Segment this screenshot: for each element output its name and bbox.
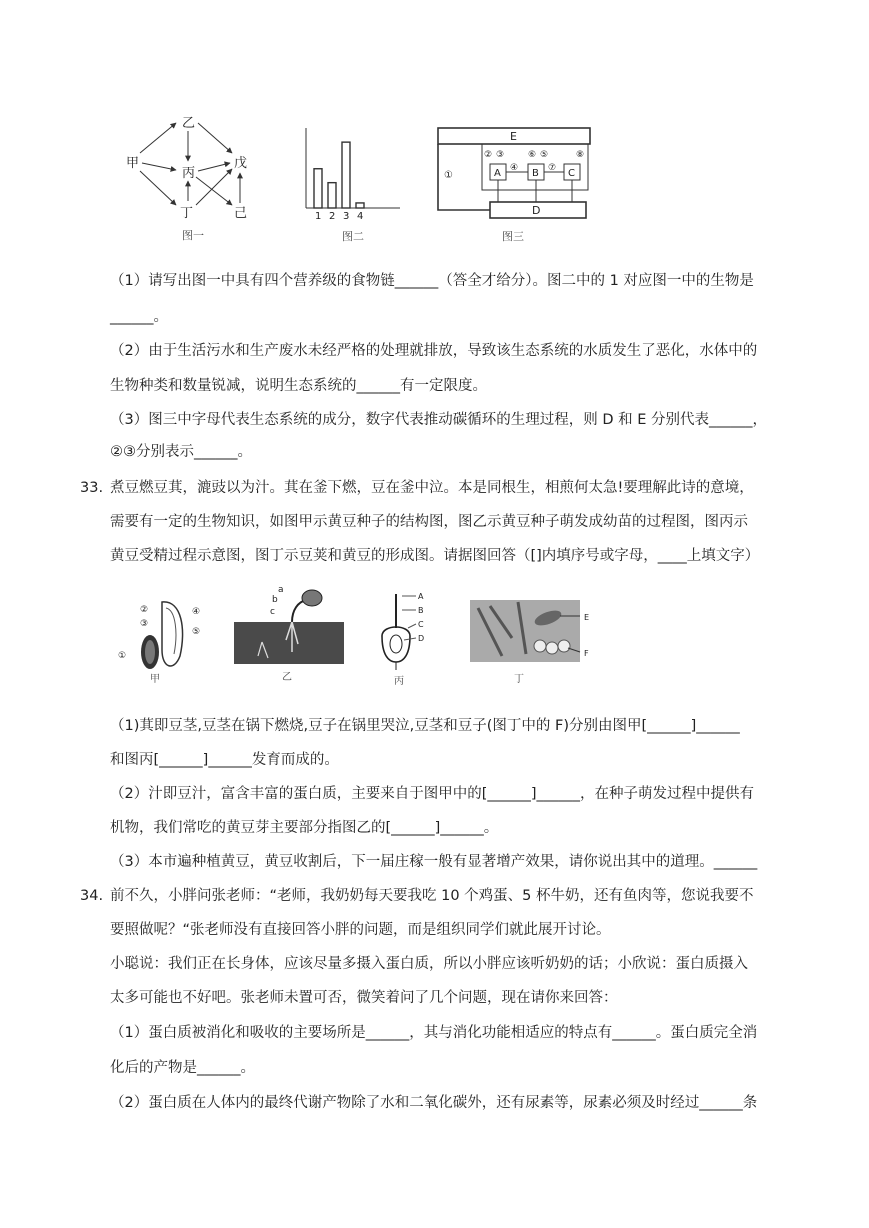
fig2-tick-4: 4 [357,211,364,222]
yi-caption: 乙 [282,672,292,683]
yi-label-c: c [270,607,275,617]
jia-label-5: ⑤ [192,627,201,637]
ding-label-F: F [584,649,589,658]
jia-label-2: ② [140,605,149,615]
figure-2-caption: 图二 [342,230,364,243]
node-wu: 戊 [234,156,248,171]
node-ji: 己 [234,206,248,221]
q34-s2-line1: （2）蛋白质在人体内的最终代谢产物除了水和二氧化碳外，还有尿素等，尿素必须及时经过______条 [110,1095,758,1111]
fig3-E: E [510,130,517,143]
node-bing: 丙 [182,166,196,181]
fig2-bar-2 [328,183,336,208]
figure-2-bar-chart [290,118,410,246]
fig3-A: A [494,168,501,179]
q33-s1-line2: 和图丙[______]______发育而成的。 [110,752,339,768]
q32-s1-line1: （1）请写出图一中具有四个营养级的食物链______（答全才给分）。图二中的 1 对应图一中的生物是 [110,273,754,289]
q34-number: 34. [80,888,104,904]
fig3-p3: ③ [496,150,505,160]
q33-s3-line1: （3）本市遍种植黄豆，黄豆收割后，下一届庄稼一般有显著增产效果，请你说出其中的道理。______ [110,854,758,870]
q33-s1-line1: （1)萁即豆茎,豆茎在锅下燃烧,豆子在锅里哭泣,豆茎和豆子(图丁中的 F)分别由图甲[______]______ [110,718,740,734]
fig2-tick-2: 2 [329,211,336,222]
fig2-tick-1: 1 [315,211,322,222]
jia-label-1: ① [118,651,127,661]
fig3-B: B [532,168,539,179]
fig3-p8: ⑧ [576,150,585,160]
bing-label-D: D [418,634,425,643]
fig3-p6: ⑥ [528,150,537,160]
yi-label-b: b [272,595,278,605]
q34-intro-line3: 小聪说：我们正在长身体，应该尽量多摄入蛋白质，所以小胖应该听奶奶的话；小欣说：蛋白质摄入 [110,956,748,972]
fig2-bar-3 [342,142,350,208]
bing-label-A: A [418,592,424,601]
figure-3-caption: 图三 [502,230,524,243]
q33-intro-line1: 煮豆燃豆萁，漉豉以为汁。萁在釜下燃，豆在釜中泣。本是同根生，相煎何太急!要理解此诗的意境， [110,480,754,496]
q33-figure-yi-seedling [232,582,347,684]
figure-1-caption: 图一 [182,229,204,242]
fig2-tick-3: 3 [343,211,350,222]
jia-caption: 甲 [150,674,160,685]
yi-label-a: a [278,585,284,595]
node-yi: 乙 [182,116,196,131]
bing-caption: 丙 [394,676,404,687]
fig3-p5: ⑤ [540,150,549,160]
jia-label-4: ④ [192,607,201,617]
figure-3-carbon-cycle [432,126,597,246]
q33-figure-bing-fertilization [368,588,438,688]
jia-label-3: ③ [140,619,149,629]
q33-figure-jia-seed [110,590,220,685]
q33-intro-line2: 需要有一定的生物知识，如图甲示黄豆种子的结构图，图乙示黄豆种子萌发成幼苗的过程图，图丙示 [110,514,748,530]
q32-s2-line1: （2）由于生活污水和生产废水未经严格的处理就排放，导致该生态系统的水质发生了恶化，水体中的 [110,343,758,359]
q33-s2-line1: （2）汁即豆汁，富含丰富的蛋白质，主要来自于图甲中的[______]______，在种子萌发过程中提供有 [110,786,755,802]
q33-number: 33. [80,480,104,496]
q34-s1-line1: （1）蛋白质被消化和吸收的主要场所是______，其与消化功能相适应的特点有______。蛋白质完全消 [110,1025,758,1041]
bing-label-B: B [418,606,424,615]
q32-s3-line1: （3）图三中字母代表生态系统的成分，数字代表推动碳循环的生理过程，则 D 和 E 分别代表______， [110,412,767,428]
fig3-C: C [568,168,575,179]
fig3-p2: ② [484,150,493,160]
bing-label-C: C [418,620,424,629]
q33-figure-ding-pods [468,598,598,688]
q32-s1-line2: ______。 [110,309,168,325]
q32-s3-line2: ②③分别表示______。 [110,444,252,460]
q34-intro-line1: 前不久，小胖问张老师：“老师，我奶奶每天要我吃 10 个鸡蛋、5 杯牛奶，还有鱼肉等，您说我要不 [110,888,754,904]
fig3-D: D [532,204,541,217]
node-ding: 丁 [180,206,194,221]
fig3-p7: ⑦ [548,163,557,173]
ding-label-E: E [584,613,590,622]
figure-1-food-web [112,105,282,245]
fig3-p4: ④ [510,163,519,173]
q33-intro-line3: 黄豆受精过程示意图，图丁示豆荚和黄豆的形成图。请据图回答（[]内填序号或字母，____上填文字） [110,548,760,564]
q33-s2-line2: 机物，我们常吃的黄豆芽主要部分指图乙的[______]______。 [110,820,499,836]
fig2-bar-4 [356,203,364,208]
q34-intro-line2: 要照做呢？“张老师没有直接回答小胖的问题，而是组织同学们就此展开讨论。 [110,922,611,938]
ding-caption: 丁 [514,674,524,685]
node-jia: 甲 [126,156,140,171]
fig3-p1: ① [444,170,453,181]
fig2-bar-1 [314,169,322,208]
q32-s2-line2: 生物种类和数量锐减，说明生态系统的______有一定限度。 [110,378,487,394]
q34-intro-line4: 太多可能也不好吧。张老师未置可否，微笑着问了几个问题，现在请你来回答： [110,990,618,1006]
q34-s1-line2: 化后的产物是______。 [110,1060,255,1076]
